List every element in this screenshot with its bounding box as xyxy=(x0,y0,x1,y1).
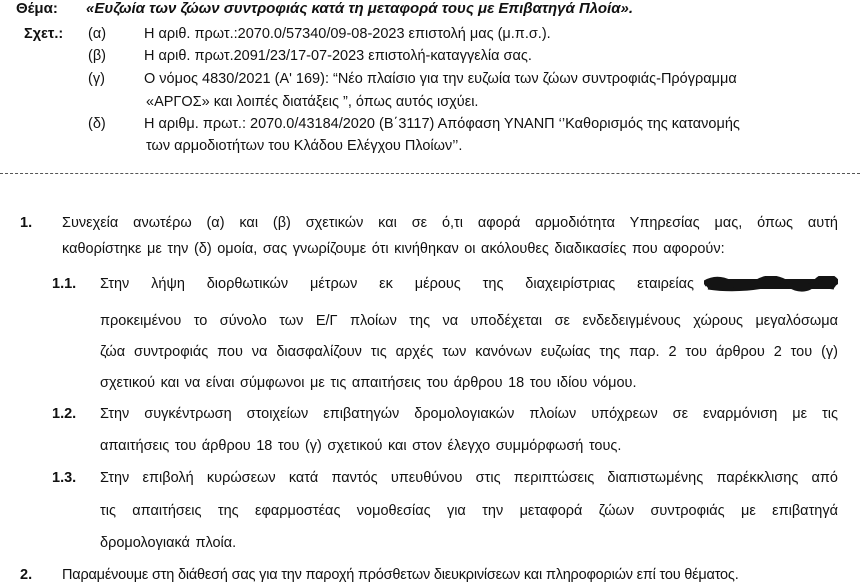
subitem-line: προκειμένου το σύνολο των Ε/Γ πλοίων της να υποδέχεται σε ενδεδειγμένους χώρους μεγαλόσωμα xyxy=(100,313,838,329)
paragraph-line: καθορίστηκε με την (δ) ομοία, σας γνωρίζουμε ότι κινήθηκαν οι ακόλουθες διαδικασίες που αφορούν: xyxy=(62,241,725,257)
reference-letter: (δ) xyxy=(88,116,106,132)
reference-line: των αρμοδιοτήτων του Κλάδου Ελέγχου Πλοίων’’. xyxy=(146,138,463,154)
reference-line: Η αριθ. πρωτ.2091/23/17-07-2023 επιστολή-καταγγελία σας. xyxy=(144,48,532,64)
references-label: Σχετ.: xyxy=(24,26,64,42)
paragraph-number: 1. xyxy=(20,215,33,231)
subject-label: Θέμα: xyxy=(16,0,58,17)
subitem-number: 1.2. xyxy=(52,406,77,422)
reference-letter: (α) xyxy=(88,26,107,42)
subitem-line: δρομολογιακά πλοία. xyxy=(100,535,237,551)
reference-line: Η αριθ. πρωτ.:2070.0/57340/09-08-2023 επιστολή μας (μ.π.σ.). xyxy=(144,26,551,42)
reference-line: «ΑΡΓΟΣ» και λοιπές διατάξεις ”, όπως αυτός ισχύει. xyxy=(146,94,479,110)
paragraph-line: Συνεχεία ανωτέρω (α) και (β) σχετικών και σε ό,τι αφορά αρμοδιότητα Υπηρεσίας μας, όπως αυτή xyxy=(62,215,838,231)
subitem-line: σχετικού και να είναι σύμφωνοι με τις απαιτήσεις του άρθρου 18 του ιδίου νόμου. xyxy=(100,375,637,391)
reference-line: Η αριθμ. πρωτ.: 2070.0/43184/2020 (Β΄3117) Απόφαση ΥΝΑΝΠ ‘’Καθορισμός της κατανομής xyxy=(144,116,740,132)
subitem-line: Στην λήψη διορθωτικών μέτρων εκ μέρους της διαχειρίστριας εταιρείας xyxy=(100,276,694,292)
reference-line: Ο νόμος 4830/2021 (Α' 169): “Νέο πλαίσιο για την ευζωία των ζώων συντροφιάς-Πρόγραμμα xyxy=(144,71,737,87)
redaction-scribble xyxy=(704,276,838,292)
paragraph-line: Παραμένουμε στη διάθεσή σας για την παροχή πρόσθετων διευκρινίσεων και πληροφοριών επί του θέματος. xyxy=(62,567,739,583)
subitem-line: απαιτήσεις του άρθρου 18 του (γ) σχετικού και στον έλεγχο συμμόρφωσή τους. xyxy=(100,438,622,454)
reference-letter: (β) xyxy=(88,48,106,64)
reference-letter: (γ) xyxy=(88,71,105,87)
subitem-number: 1.1. xyxy=(52,276,77,292)
paragraph-number: 2. xyxy=(20,567,33,583)
subitem-line: ζώα συντροφιάς που να διασφαλίζουν τις αρχές των κανόνων ευζωίας της παρ. 2 του άρθρου 2 του (γ) xyxy=(100,344,838,360)
subitem-line: Στην συγκέντρωση στοιχείων επιβατηγών δρομολογιακών πλοίων υπόχρεων σε εναρμόνιση με τις xyxy=(100,406,838,422)
subitem-line: Στην επιβολή κυρώσεων κατά παντός υπευθύνου στις περιπτώσεις διαπιστωμένης παρέκκλισης από xyxy=(100,470,838,486)
section-divider xyxy=(0,173,860,174)
subitem-line: τις απαιτήσεις της εφαρμοστέας νομοθεσίας για την μεταφορά ζώων συντροφιάς με επιβατηγά xyxy=(100,503,838,519)
subject-text: «Ευζωία των ζώων συντροφιάς κατά τη μεταφορά τους με Επιβατηγά Πλοία». xyxy=(86,0,634,17)
subitem-number: 1.3. xyxy=(52,470,77,486)
